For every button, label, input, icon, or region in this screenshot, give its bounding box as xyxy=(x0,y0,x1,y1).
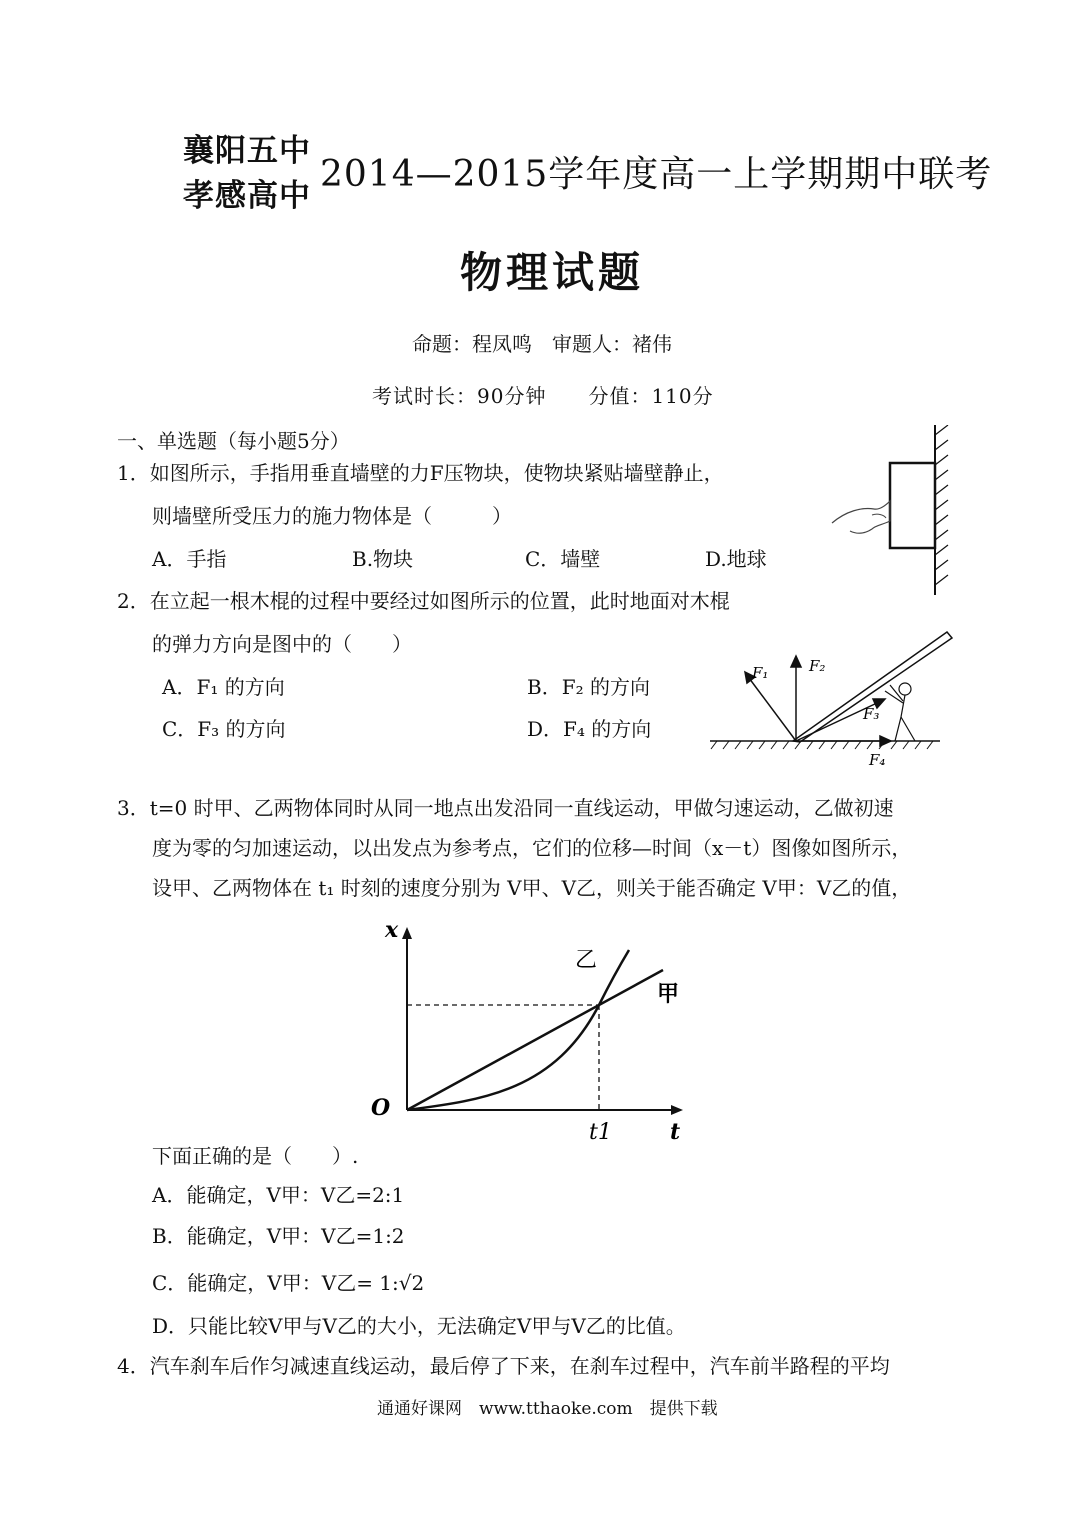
q2-label-f4: F₄ xyxy=(869,751,886,769)
school-name-2: 孝感高中 xyxy=(183,178,311,214)
graph-origin-label: O xyxy=(371,1095,391,1121)
q3-option-a: A．能确定，V甲：V乙=2:1 xyxy=(152,1183,405,1207)
q3-option-d: D．只能比较V甲与V乙的大小，无法确定V甲与V乙的比值。 xyxy=(152,1314,686,1338)
q1-option-a: A．手指 xyxy=(152,547,227,571)
q3-line-4: 下面正确的是（ ）. xyxy=(152,1144,359,1168)
q2-option-b: B．F₂ 的方向 xyxy=(527,675,650,699)
subject-title: 物理试题 xyxy=(460,248,645,297)
q3-line-3: 设甲、乙两物体在 t₁ 时刻的速度分别为 V甲、V乙，则关于能否确定 V甲：V乙的值， xyxy=(152,876,912,900)
authors-line: 命题：程凤鸣 审题人：褚伟 xyxy=(412,332,672,356)
q3-option-c: C．能确定，V甲：V乙= 1:√2 xyxy=(152,1271,425,1295)
q2-label-f1: F₁ xyxy=(752,664,769,682)
q2-option-a: A．F₁ 的方向 xyxy=(162,675,285,699)
q3-option-b: B．能确定，V甲：V乙=1:2 xyxy=(152,1224,405,1248)
q2-label-f2: F₂ xyxy=(809,657,826,675)
graph-y-axis-label: x xyxy=(385,917,399,943)
q2-line-1: 2．在立起一根木棍的过程中要经过如图所示的位置，此时地面对木棍 xyxy=(117,589,730,613)
q2-line-2: 的弹力方向是图中的（ ） xyxy=(152,632,412,656)
exam-title: 2014—2015学年度高一上学期期中联考 xyxy=(320,154,993,195)
school-name-1: 襄阳五中 xyxy=(183,133,311,169)
q1-option-c: C．墙壁 xyxy=(525,547,601,571)
graph-series-yi-label: 乙 xyxy=(575,948,598,973)
q2-option-d: D．F₄ 的方向 xyxy=(527,717,652,741)
q2-figure xyxy=(705,625,955,775)
q2-option-c: C．F₃ 的方向 xyxy=(162,717,286,741)
graph-x-axis-label: t xyxy=(670,1119,681,1145)
q4-line-1: 4．汽车刹车后作匀减速直线运动，最后停了下来，在刹车过程中，汽车前半路程的平均 xyxy=(117,1354,890,1378)
graph-series-jia-label: 甲 xyxy=(657,981,680,1007)
q1-line-1: 1．如图所示，手指用垂直墙壁的力F压物块，使物块紧贴墙壁静止， xyxy=(117,461,724,485)
q3-line-2: 度为零的匀加速运动，以出发点为参考点，它们的位移—时间（x－t）图像如图所示， xyxy=(152,836,912,860)
section-title: 一、单选题（每小题5分） xyxy=(117,429,350,453)
q1-option-b: B.物块 xyxy=(352,547,414,571)
q1-figure xyxy=(828,425,958,600)
graph-t1-label: t1 xyxy=(589,1120,612,1145)
footer-text: 通通好课网 www.tthaoke.com 提供下载 xyxy=(377,1399,718,1419)
q1-line-2: 则墙壁所受压力的施力物体是（ ） xyxy=(152,504,512,528)
q2-label-f3: F₃ xyxy=(863,705,880,723)
q3-graph xyxy=(365,915,695,1145)
q1-option-d: D.地球 xyxy=(705,547,767,571)
exam-info-line: 考试时长：90分钟 分值：110分 xyxy=(372,384,714,408)
q3-line-1: 3．t=0 时甲、乙两物体同时从同一地点出发沿同一直线运动，甲做匀速运动，乙做初速 xyxy=(117,796,894,820)
